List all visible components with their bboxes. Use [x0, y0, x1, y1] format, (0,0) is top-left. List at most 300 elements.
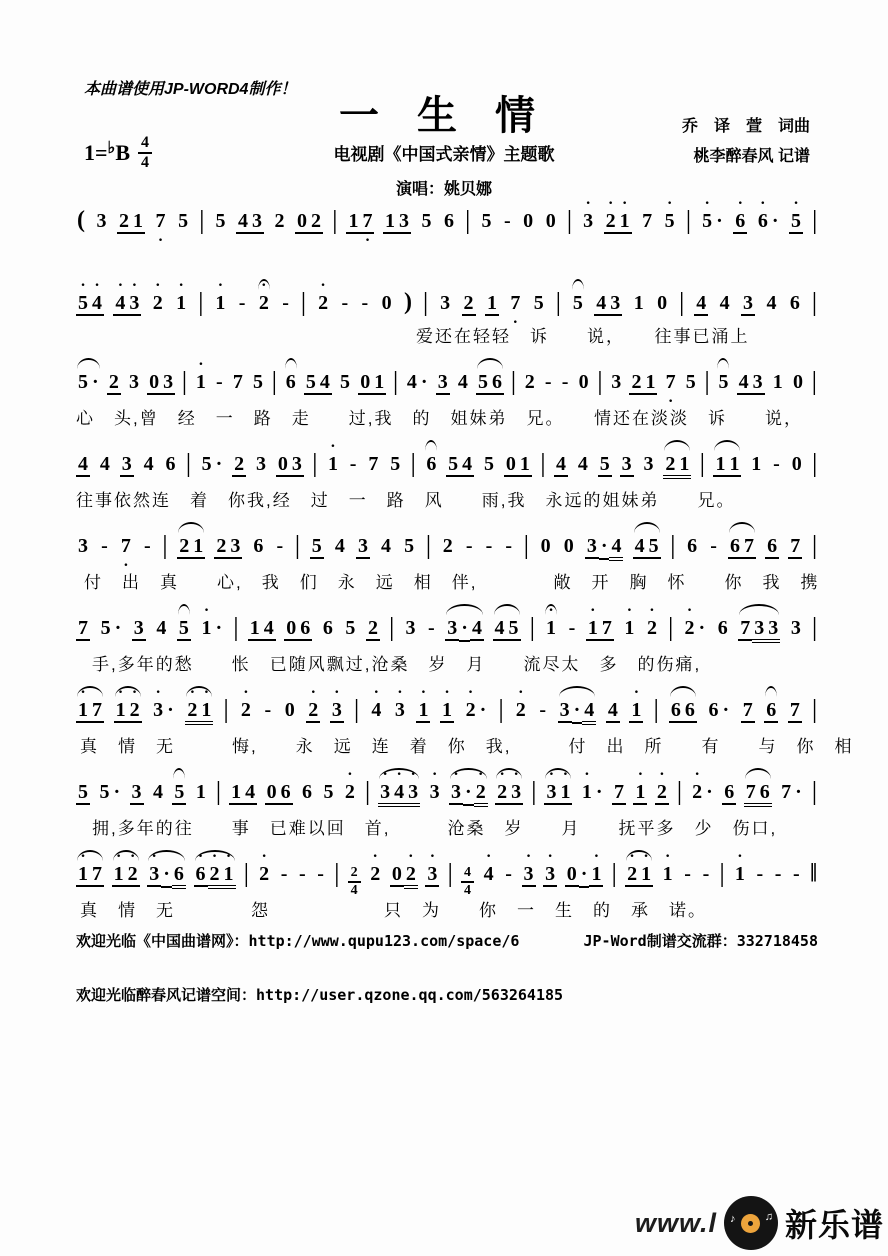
- note-group: 3: [121, 453, 132, 475]
- note-group: 0 3: [277, 453, 302, 475]
- note-group: -: [101, 535, 108, 557]
- note-group: 7: [789, 699, 800, 721]
- time-signature-change: 4 4: [461, 865, 474, 899]
- note-group: 2: [274, 210, 285, 232]
- note-group: |: [812, 206, 817, 236]
- note-group: -: [361, 292, 369, 314]
- note-group: |: [812, 367, 817, 397]
- note-group: 4: [78, 453, 88, 475]
- note-group: 0 6: [266, 781, 291, 803]
- note-group: 6: [444, 210, 455, 232]
- note-group: 2: [463, 292, 474, 314]
- note-group: 5: [345, 617, 356, 639]
- note-group: -: [503, 210, 511, 232]
- note-group: 5: [311, 535, 322, 557]
- note-group: 5: [215, 210, 226, 232]
- note-group: 3 · · 6: [147, 863, 186, 889]
- note-group: 4: [607, 699, 618, 721]
- note-group: 3: [643, 453, 654, 475]
- note-group: |: [334, 859, 339, 889]
- note-group: -: [465, 535, 473, 557]
- note-group: 1 · 7: [78, 684, 102, 721]
- note-group: 6: [285, 371, 296, 393]
- vinyl-label: [741, 1214, 760, 1233]
- note-group: -: [710, 535, 717, 557]
- lyrics-line: 爱还在轻轻 诉 说， 往事已涌上: [416, 327, 750, 346]
- meter-denominator: 4: [141, 153, 150, 171]
- note-group: 2 · ·: [465, 684, 487, 721]
- note-group: 2 1: [663, 453, 691, 479]
- note-group: ): [403, 289, 412, 315]
- note-group: -: [793, 863, 800, 885]
- footer: [76, 930, 818, 1005]
- note-group: 5: [718, 371, 729, 393]
- note-group: 1 ·: [546, 602, 557, 639]
- note-group: |: [365, 777, 370, 807]
- note-group: 6: [253, 535, 264, 557]
- note-group: -: [264, 699, 272, 721]
- note-group: 3: [405, 617, 416, 639]
- vinyl-hole: [748, 1221, 753, 1226]
- note-group: 2: [442, 535, 453, 557]
- note-group: -: [341, 292, 349, 314]
- note-group: |: [465, 206, 470, 236]
- notation-line: [76, 848, 818, 898]
- note-group: 4: [99, 453, 110, 475]
- key-prefix: 1=: [84, 139, 108, 165]
- score-line: [76, 193, 818, 271]
- note-group: 5 6: [478, 371, 503, 393]
- note-group: 1 ·: [195, 356, 206, 393]
- note-group: 5: [572, 292, 583, 314]
- note-group: -: [505, 535, 513, 557]
- note-group: -: [544, 371, 552, 393]
- notation-line: [76, 275, 818, 331]
- notation-line: [76, 685, 818, 731]
- footer-row-1: [76, 930, 818, 951]
- note-group: |: [530, 613, 535, 643]
- note-group: 2 ·: [308, 684, 319, 721]
- note-group: -: [774, 863, 782, 885]
- note-group: 7 ·: [155, 210, 166, 249]
- note-group: 5 4: [305, 371, 330, 393]
- note-group: 2 ·: [318, 277, 329, 314]
- note-group: 5: [174, 781, 185, 803]
- transcriber-credit: 桃李醉春风 记谱: [693, 148, 810, 166]
- note-group: 5: [178, 210, 189, 232]
- note-group: 1: [772, 371, 783, 393]
- note-group: 6: [165, 453, 176, 475]
- note-group: |: [301, 288, 306, 318]
- note-group: 1 · 2 ·: [113, 848, 138, 885]
- note-group: 6: [724, 781, 735, 803]
- note-group: 3: [743, 292, 754, 314]
- lyrics-line: 心 头,曾 经 一 路 走 过,我 的 姐妹弟 兄。 情还在淡淡 诉 说，: [76, 409, 803, 428]
- note-group: 1 · ·: [581, 766, 603, 803]
- note-group: 5: [253, 371, 263, 393]
- note-group: 5 · 4 ·: [78, 277, 102, 314]
- song-title: 一 生 情: [339, 93, 549, 138]
- footer-row-2: [76, 984, 818, 1005]
- note-group: -: [317, 863, 324, 885]
- note-group: |: [524, 531, 529, 561]
- score-line: [76, 684, 854, 763]
- note-group: 1: [751, 453, 762, 475]
- note-group: 6: [789, 292, 800, 314]
- note-group: 3: [790, 617, 801, 639]
- lyrics-line: 往事依然连 着 你我,经 过 一 路 风 雨,我 永远的姐妹弟 兄。: [76, 491, 736, 510]
- note-group: 0 6: [286, 617, 311, 639]
- note-group: 3 ·: [523, 848, 534, 885]
- qq-group-info: JP-Word制谱交流群：332718458: [583, 932, 818, 950]
- note-group: 7: [790, 535, 801, 557]
- note-group: 3 · 4: [445, 617, 484, 642]
- vinyl-record-icon: [724, 1196, 778, 1250]
- note-group: 1: [195, 781, 206, 803]
- note-group: -: [756, 863, 764, 885]
- note-group: 3 · 4: [585, 535, 624, 561]
- note-group: 3: [96, 210, 107, 232]
- note-group: 5: [390, 453, 401, 475]
- note-group: 4 3: [238, 210, 263, 232]
- note-group: |: [567, 206, 572, 236]
- note-group: 1 ·: [327, 438, 338, 475]
- note-group: 4: [696, 292, 707, 314]
- note-group: 2 ·: [370, 848, 381, 885]
- note-group: 1 ·: [176, 277, 187, 314]
- note-group: |: [426, 531, 431, 561]
- note-group: -: [276, 535, 284, 557]
- note-group: |: [186, 449, 191, 479]
- note-group: 1 ·: [635, 766, 646, 803]
- note-group: -: [143, 535, 151, 557]
- note-group: 6 6: [670, 699, 695, 721]
- flat-sign: ♭: [107, 137, 116, 157]
- note-group: (: [77, 207, 85, 233]
- note-group: |: [556, 288, 561, 318]
- note-group: 2 1: [631, 371, 656, 393]
- note-group: 3: [128, 371, 139, 393]
- score-line: [76, 275, 818, 353]
- note-group: 6: [767, 535, 778, 557]
- score-line: [76, 849, 818, 927]
- note-group: 5 ·: [791, 195, 801, 232]
- note-group: 1 4: [249, 617, 274, 639]
- note-group: 5: [340, 371, 351, 393]
- note-group: |: [272, 367, 277, 397]
- note-group: |: [411, 449, 416, 479]
- note-group: 7 3 3: [738, 617, 780, 643]
- qzone-site-link: 欢迎光临醉春风记谱空间：http://user.qzone.qq.com/563264185: [76, 986, 564, 1004]
- note-group: 2 · 3 ·: [497, 766, 522, 803]
- note-group: 2: [234, 453, 245, 475]
- note-group: |: [597, 367, 603, 397]
- key-note: B: [115, 139, 131, 165]
- note-group: 1 ·: [215, 277, 226, 314]
- lyricist-composer-credit: 乔 译 萱 词曲: [681, 118, 810, 135]
- note-group: |: [704, 367, 710, 397]
- note-group: 3: [611, 371, 622, 393]
- note-group: 7 ·: [781, 781, 802, 803]
- note-group: |: [677, 777, 682, 807]
- note-group: 7 ·: [120, 535, 131, 574]
- note-group: |: [199, 206, 204, 236]
- notation-line: [76, 603, 818, 649]
- notation-line: [76, 521, 818, 574]
- note-group: -: [568, 617, 576, 639]
- note-group: 0: [657, 292, 668, 314]
- note-group: 0: [540, 535, 551, 557]
- note-group: 5 ·: [78, 371, 99, 393]
- note-group: 3: [357, 535, 368, 557]
- note-group: 7 6: [744, 781, 772, 807]
- note-group: 1 · 7: [78, 848, 102, 885]
- note-group: |: [332, 206, 337, 236]
- note-group: |: [812, 531, 817, 561]
- note-group: 3 ·: [583, 195, 594, 232]
- note-group: 5: [421, 210, 432, 232]
- meter-numerator: 4: [138, 134, 152, 154]
- note-group: 3 · 4 · 3 ·: [378, 781, 420, 807]
- note-group: 6 7: [730, 535, 755, 557]
- qupu-site-link: 欢迎光临《中国曲谱网》：http://www.qupu123.com/space/6: [76, 932, 520, 950]
- note-group: 4 ·: [371, 684, 382, 721]
- note-group: 5 ·: [99, 781, 121, 803]
- note-group: 3 · 1 ·: [546, 766, 571, 803]
- note-group: |: [668, 613, 673, 643]
- note-group: 0 1: [360, 371, 385, 393]
- note-group: 2 ·: [259, 848, 270, 885]
- note-group: 1 · ·: [201, 602, 223, 639]
- note-group: 7 ·: [665, 371, 676, 410]
- note-group: 5 ·: [100, 617, 122, 639]
- note-group: 2 ·: [344, 766, 355, 803]
- note-group: -: [702, 863, 710, 885]
- lyrics-line: 真 情 无 怨 只 为 你 一 生 的 承 诺。: [80, 901, 707, 920]
- note-group: 7: [642, 210, 653, 232]
- note-group: 0 3: [149, 371, 174, 393]
- note-group: |: [653, 695, 659, 725]
- note-group: -: [238, 292, 246, 314]
- lyrics-line: 手,多年的愁 怅 已随风飘过,沧桑 岁 月 流尽太 多 的伤痛,: [92, 655, 702, 674]
- note-group: |: [812, 695, 817, 725]
- note-group: 6: [687, 535, 698, 557]
- note-group: |: [719, 859, 725, 889]
- score-line: [76, 521, 818, 599]
- notation-line: [76, 356, 818, 410]
- time-signature-change: 2 4: [348, 865, 361, 899]
- note-group: 7: [78, 617, 88, 639]
- note-group: 3: [78, 535, 88, 557]
- note-group: |: [216, 777, 221, 807]
- note-group: 1 3: [385, 210, 409, 232]
- score-line: [76, 357, 818, 435]
- note-group: ‖: [810, 859, 817, 889]
- note-group: 1: [633, 292, 644, 314]
- note-group: |: [679, 288, 684, 318]
- note-group: 0: [284, 699, 295, 721]
- note-group: |: [540, 449, 546, 479]
- note-group: |: [531, 777, 536, 807]
- note-group: |: [686, 206, 691, 236]
- note-group: 2 ·: [152, 277, 163, 314]
- note-group: |: [670, 531, 676, 561]
- note-group: 0: [578, 371, 589, 393]
- note-group: 4 · 3 ·: [115, 277, 140, 314]
- note-group: 2: [524, 371, 535, 393]
- note-group: -: [428, 617, 435, 639]
- note-group: -: [216, 371, 223, 393]
- note-group: |: [612, 859, 617, 889]
- note-group: 7: [613, 781, 624, 803]
- note-group: |: [812, 288, 817, 318]
- note-group: 0: [545, 210, 556, 232]
- note-group: |: [233, 613, 239, 643]
- note-group: |: [448, 859, 453, 889]
- note-group: 1 7 ·: [348, 210, 373, 249]
- note-group: 6 · 2 · 1 ·: [194, 863, 236, 889]
- note-group: 3 ·: [394, 684, 405, 721]
- note-group: 2: [108, 371, 119, 393]
- note-group: 5: [533, 292, 544, 314]
- note-group: 6 ·: [708, 699, 730, 721]
- note-group: 6: [717, 617, 728, 639]
- note-group: 3 ·: [429, 766, 440, 803]
- watermark-url-fragment: www.l: [634, 1207, 717, 1238]
- note-group: 1 ·: [624, 602, 635, 639]
- note-group: 0: [563, 535, 574, 557]
- score-line: [76, 603, 818, 681]
- note-group: -: [539, 699, 547, 721]
- note-group: 1 · 2 ·: [115, 684, 140, 721]
- note-group: 3: [437, 371, 448, 393]
- note-group: 0 1: [505, 453, 530, 475]
- note-group: |: [312, 449, 318, 479]
- note-group: 6: [426, 453, 437, 475]
- note-group: 4 3: [596, 292, 621, 314]
- note-group: 2 ·: [646, 602, 657, 639]
- music-note-icon: ♫: [764, 1211, 773, 1223]
- note-group: 0: [792, 371, 803, 393]
- note-group: |: [700, 449, 705, 479]
- note-group: 1 1: [715, 453, 740, 475]
- note-group: |: [389, 613, 394, 643]
- note-group: -: [561, 371, 569, 393]
- note-group: 6: [322, 617, 333, 639]
- note-group: -: [773, 453, 780, 475]
- note-group: 4 ·: [483, 848, 494, 885]
- software-note: 本曲谱使用JP-WORD4制作！: [84, 81, 297, 98]
- note-group: 4: [334, 535, 345, 557]
- note-group: 5 4: [448, 453, 473, 475]
- subtitle: 电视剧《中国式亲情》主题歌: [333, 145, 555, 164]
- note-group: 4: [143, 453, 154, 475]
- note-group: |: [812, 613, 817, 643]
- note-group: 4 5: [634, 535, 659, 557]
- note-group: 0 · 1 ·: [565, 863, 604, 888]
- note-group: 5: [178, 617, 189, 639]
- note-group: -: [485, 535, 493, 557]
- note-group: 2: [367, 617, 378, 639]
- note-group: 1 ·: [734, 848, 745, 885]
- note-group: |: [162, 531, 168, 561]
- note-group: 0 2 ·: [390, 863, 418, 889]
- note-group: 6: [302, 781, 313, 803]
- note-group: 2 ·: [656, 766, 667, 803]
- note-group: 5 ·: [664, 195, 675, 232]
- note-group: |: [198, 288, 203, 318]
- note-group: 2 · 1 ·: [627, 848, 652, 885]
- singer-line: 演唱：姚贝娜: [395, 181, 492, 198]
- note-group: 3: [255, 453, 266, 475]
- lyrics-line: [76, 243, 818, 271]
- note-group: 4 3: [738, 371, 763, 393]
- note-group: 0: [791, 453, 802, 475]
- note-group: -: [280, 863, 288, 885]
- note-group: 2 · ·: [684, 602, 706, 639]
- note-group: 6: [766, 699, 777, 721]
- note-group: 4: [719, 292, 730, 314]
- note-group: 5: [323, 781, 334, 803]
- note-group: 3 · · 2 ·: [449, 781, 488, 807]
- note-group: 2 3: [216, 535, 241, 557]
- note-group: -: [299, 863, 306, 885]
- note-group: |: [393, 367, 398, 397]
- note-group: |: [182, 367, 187, 397]
- note-group: |: [223, 695, 229, 725]
- note-group: 3: [131, 781, 142, 803]
- notation-line: [76, 193, 818, 249]
- note-group: 2 · 1 ·: [605, 195, 630, 232]
- score-line: [76, 767, 818, 845]
- notation-line: [76, 767, 818, 813]
- note-group: 5: [78, 781, 88, 803]
- note-group: |: [511, 367, 516, 397]
- note-group: 1 ·: [662, 848, 673, 885]
- note-group: 4: [577, 453, 588, 475]
- note-group: 6 · ·: [757, 195, 779, 232]
- lyrics-line: 真 情 无 悔, 永 远 连 着 你 我, 付 出 所 有 与 你 相: [80, 737, 854, 756]
- note-group: |: [295, 531, 300, 561]
- note-group: 1 ·: [631, 684, 642, 721]
- notation-line: [76, 439, 818, 485]
- note-group: 3 ·: [545, 848, 556, 885]
- note-group: |: [498, 695, 504, 725]
- note-group: 3: [133, 617, 144, 639]
- note-group: |: [354, 695, 359, 725]
- note-group: 1 ·: [442, 684, 453, 721]
- note-group: 3: [440, 292, 451, 314]
- note-group: 4 5: [494, 617, 519, 639]
- note-group: |: [812, 449, 817, 479]
- note-group: 7: [742, 699, 753, 721]
- note-group: 1 4: [231, 781, 256, 803]
- note-group: 7: [232, 371, 243, 393]
- note-group: 5: [685, 371, 696, 393]
- note-group: -: [684, 863, 691, 885]
- note-group: 4: [766, 292, 777, 314]
- note-group: -: [505, 863, 512, 885]
- note-group: 4 ·: [406, 371, 428, 393]
- note-group: 4: [556, 453, 567, 475]
- note-group: 2 1: [179, 535, 204, 557]
- note-group: 0 2: [297, 210, 322, 232]
- note-group: 4: [152, 781, 163, 803]
- note-group: 3 · ·: [153, 684, 174, 721]
- score-body: [76, 193, 854, 931]
- lyrics-line: 拥,多年的往 事 已难以回 首, 沧桑 岁 月 抚平多 少 伤口,: [92, 819, 778, 838]
- note-group: 1: [486, 292, 497, 314]
